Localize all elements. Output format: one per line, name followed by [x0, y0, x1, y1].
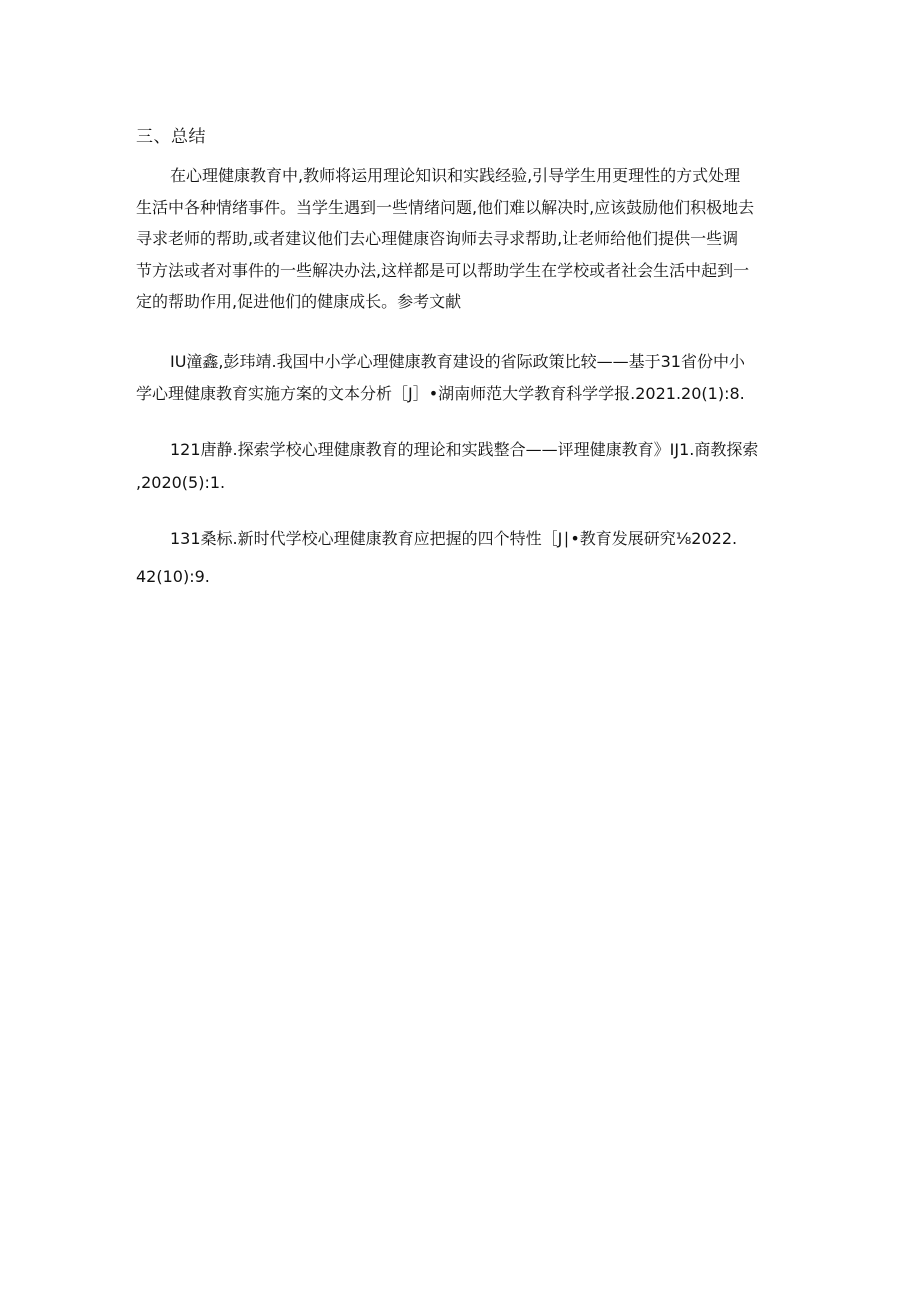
summary-paragraph [136, 160, 796, 318]
reference-line: 学心理健康教育实施方案的文本分析［J］•湖南师范大学教育科学学报.2021.20(1):8. [136, 383, 745, 403]
reference-line: 121唐静.探索学校心理健康教育的理论和实践整合——评理健康教育》IJ1.商教探索 [170, 440, 759, 459]
section-heading: 三、总结 [136, 127, 206, 147]
reference-line: IU潼鑫,彭玮靖.我国中小学心理健康教育建设的省际政策比较——基于31省份中小 [170, 352, 745, 371]
reference-item-3 [136, 520, 796, 596]
paragraph-line: 寻求老师的帮助,或者建议他们去心理健康咨询师去寻求帮助,让老师给他们提供一些调 [136, 229, 739, 248]
paragraph-line: 节方法或者对事件的一些解决办法,这样都是可以帮助学生在学校或者社会生活中起到一 [136, 260, 750, 280]
paragraph-line: 定的帮助作用,促进他们的健康成长。参考文献 [136, 292, 462, 311]
reference-item-2 [136, 433, 796, 499]
reference-item-1 [136, 346, 796, 409]
reference-line: 42(10):9. [136, 567, 210, 586]
paragraph-line: 生活中各种情绪事件。当学生遇到一些情绪问题,他们难以解决时,应该鼓励他们积极地去 [136, 197, 755, 217]
paragraph-line: 在心理健康教育中,教师将运用理论知识和实践经验,引导学生用更理性的方式处理 [170, 166, 741, 185]
reference-line: ,2020(5):1. [136, 473, 226, 492]
reference-line: 131桑标.新时代学校心理健康教育应把握的四个特性［J∣•教育发展研究⅛2022. [170, 529, 738, 548]
